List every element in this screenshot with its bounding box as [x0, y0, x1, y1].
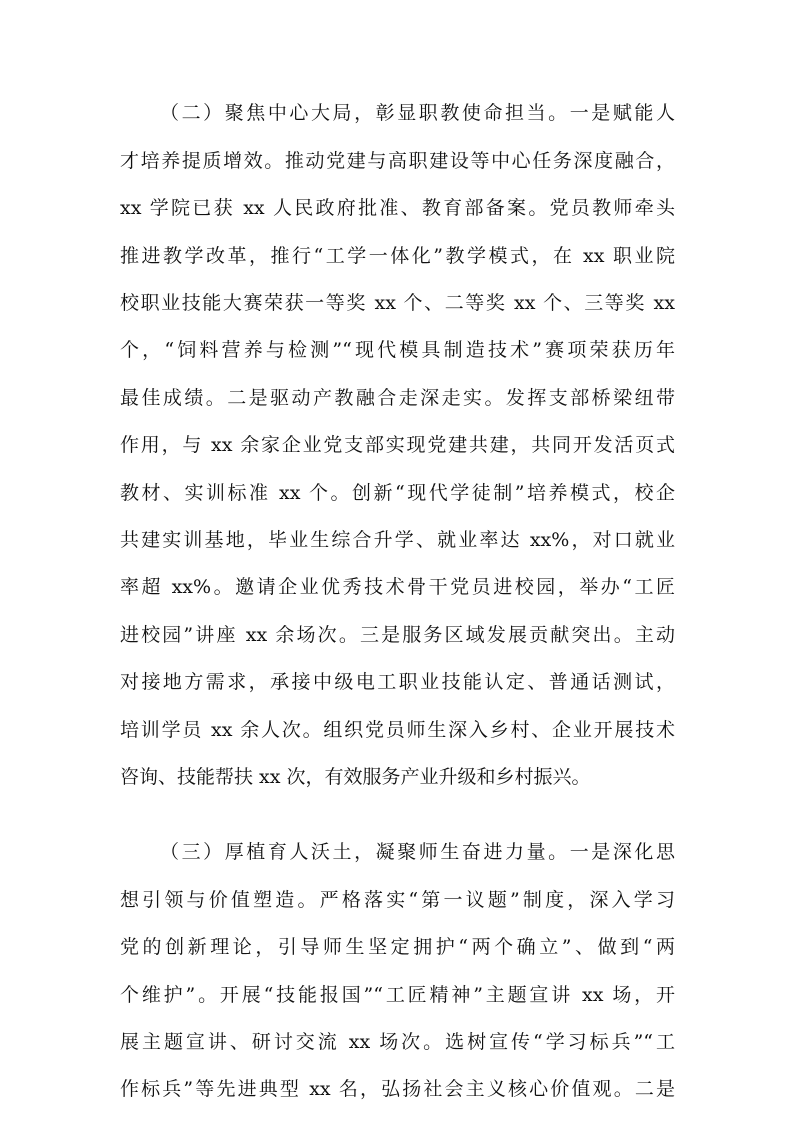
text-line: 校职业技能大赛荣获一等奖 xx 个、二等奖 xx 个、三等奖 xx: [120, 292, 675, 314]
text-line: 对接地方需求，承接中级电工职业技能认定、普通话测试，: [120, 671, 675, 693]
text-line: 最佳成绩。二是驱动产教融合走深走实。发挥支部桥梁纽带: [120, 387, 675, 409]
text-line: 才培养提质增效。推动党建与高职建设等中心任务深度融合，: [120, 150, 675, 172]
text-line: 想引领与价值塑造。严格落实“第一议题”制度，深入学习: [120, 889, 675, 911]
text-line: 展主题宣讲、研讨交流 xx 场次。选树宣传“学习标兵”“工: [120, 1031, 675, 1053]
text-line: （二）聚焦中心大局，彰显职教使命担当。一是赋能人: [160, 102, 675, 124]
text-line: 作用，与 xx 余家企业党支部实现党建共建，共同开发活页式: [120, 434, 675, 456]
text-line: 推进教学改革，推行“工学一体化”教学模式，在 xx 职业院: [120, 245, 675, 267]
text-line: 进校园”讲座 xx 余场次。三是服务区域发展贡献突出。主动: [120, 624, 675, 646]
text-line: 共建实训基地，毕业生综合升学、就业率达 xx%，对口就业: [120, 529, 675, 551]
text-line: （三）厚植育人沃土，凝聚师生奋进力量。一是深化思: [160, 841, 675, 863]
text-line-last: 咨询、技能帮扶 xx 次，有效服务产业升级和乡村振兴。: [120, 766, 591, 788]
text-line: 率超 xx%。邀请企业优秀技术骨干党员进校园，举办“工匠: [120, 576, 675, 598]
text-line: 培训学员 xx 余人次。组织党员师生深入乡村、企业开展技术: [120, 719, 675, 741]
text-line: xx 学院已获 xx 人民政府批准、教育部备案。党员教师牵头: [120, 197, 675, 219]
text-line: 个，“饲料营养与检测”“现代模具制造技术”赛项荣获历年: [120, 339, 675, 361]
text-line: 个维护”。开展“技能报国”“工匠精神”主题宣讲 xx 场，开: [120, 984, 675, 1006]
text-line: 教材、实训标准 xx 个。创新“现代学徒制”培养模式，校企: [120, 482, 675, 504]
text-line: 作标兵”等先进典型 xx 名，弘扬社会主义核心价值观。二是: [120, 1078, 675, 1100]
text-line: 党的创新理论，引导师生坚定拥护“两个确立”、做到“两: [120, 936, 675, 958]
